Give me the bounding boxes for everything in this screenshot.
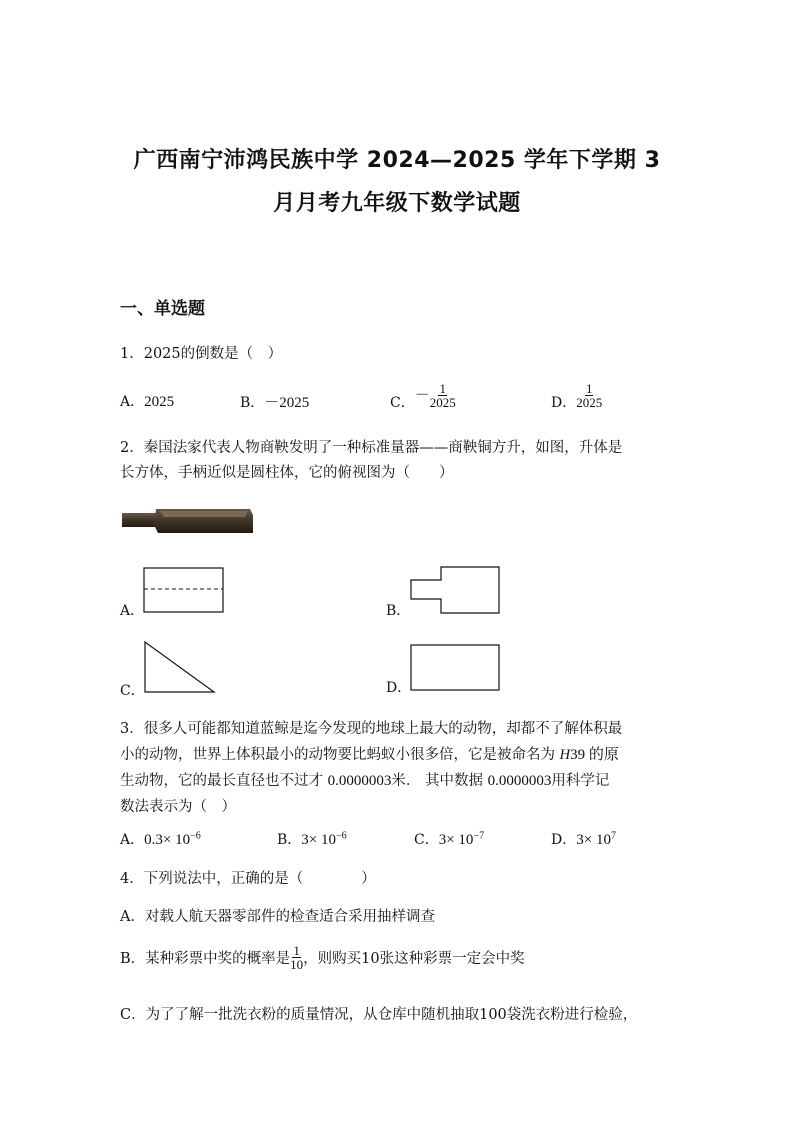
- text-segment: 米． 其中数据: [391, 773, 488, 789]
- option-label: A．: [120, 394, 145, 410]
- option-label: B．: [240, 395, 265, 411]
- numerator: 1: [585, 381, 593, 396]
- numerator: 1: [439, 381, 446, 396]
- q1-option-d: [551, 382, 602, 409]
- q3-line-2: [120, 743, 619, 764]
- exam-title-line-2: 月月考九年级下数学试题: [273, 191, 521, 216]
- q2-option-d-figure: [410, 644, 502, 692]
- q3-option-d: [551, 829, 616, 849]
- base: 3× 10: [301, 832, 337, 848]
- fraction: [430, 382, 456, 409]
- q3-line-1: 3．很多人可能都知道蓝鲸是迄今发现的地球上最大的动物，却都不了解体积最: [120, 721, 623, 737]
- option-label: C．: [414, 832, 439, 848]
- text-segment: B．某种彩票中奖的概率是: [120, 951, 291, 967]
- option-label: B．: [277, 832, 302, 848]
- denominator: 10: [290, 957, 304, 972]
- q2-option-b-label: B．: [386, 603, 411, 619]
- option-label: A．: [120, 832, 145, 848]
- denominator: 2025: [429, 395, 456, 410]
- text-segment: ，则购买10张这种彩票一定会中奖: [303, 951, 525, 967]
- q2-option-c-figure: [143, 640, 217, 694]
- q4-stem: 4．下列说法中，正确的是（ ）: [120, 871, 376, 887]
- q3-option-b: [277, 829, 347, 849]
- text-segment: 39 的原: [570, 747, 619, 763]
- fraction: [576, 382, 602, 409]
- denominator: 2025: [576, 395, 603, 410]
- q4-option-b: [120, 944, 525, 971]
- bronze-vessel-image: [120, 503, 254, 539]
- q1-stem: 1．2025的倒数是（ ）: [120, 346, 283, 362]
- q1-option-c: [390, 382, 456, 409]
- exponent: −6: [190, 830, 201, 842]
- option-value: －2025: [264, 395, 310, 411]
- q3-option-a: [120, 829, 201, 849]
- q4-option-c: C．为了了解一批洗衣粉的质量情况，从仓库中随机抽取100袋洗衣粉进行检验，: [120, 1007, 638, 1023]
- exponent: −6: [336, 830, 347, 842]
- numerator: 1: [293, 943, 300, 958]
- q4-option-a: A．对载人航天器零部件的检查适合采用抽样调查: [120, 909, 435, 925]
- q3-line-3: [120, 769, 609, 790]
- minus-sign: －: [414, 387, 430, 404]
- q2-option-c-label: C．: [120, 683, 145, 699]
- exam-title-line-1: 广西南宁沛鸿民族中学 2024—2025 学年下学期 3: [133, 148, 661, 173]
- text-segment: 生动物，它的最长直径也不过才: [120, 773, 328, 789]
- option-label: D．: [551, 832, 577, 848]
- q2-option-d-label: D．: [386, 680, 412, 696]
- q2-stem-line-1: 2．秦国法家代表人物商鞅发明了一种标准量器——商鞅铜方升，如图，升体是: [120, 440, 623, 456]
- base: 3× 10: [576, 832, 611, 848]
- organism-name-letter: H: [559, 747, 571, 763]
- q2-option-a-label: A．: [120, 603, 145, 619]
- text-segment: 小的动物，世界上体积最小的动物要比蚂蚁小很多倍，它是被命名为: [120, 747, 560, 763]
- option-label: D．: [551, 394, 577, 411]
- q1-option-a: [120, 391, 174, 411]
- exponent: 7: [610, 830, 616, 842]
- q1-option-b: [240, 391, 309, 412]
- section-heading: 一、单选题: [120, 299, 205, 319]
- q3-line-4: 数法表示为（ ）: [120, 799, 236, 815]
- q2-stem-line-2: 长方体，手柄近似是圆柱体，它的俯视图为（ ）: [120, 465, 454, 481]
- q2-option-b-figure: [409, 566, 501, 616]
- fraction: [290, 944, 303, 971]
- q3-option-c: [414, 829, 484, 849]
- base: 0.3× 10: [144, 832, 191, 848]
- base: 3× 10: [438, 832, 474, 848]
- number: 0.0000003: [327, 773, 392, 789]
- number: 0.0000003: [487, 773, 552, 789]
- q2-option-a-figure: [143, 567, 225, 615]
- exponent: −7: [473, 830, 485, 842]
- option-value: 2025: [144, 394, 175, 410]
- text-segment: 用科学记: [551, 773, 610, 789]
- option-label: C．: [390, 394, 415, 411]
